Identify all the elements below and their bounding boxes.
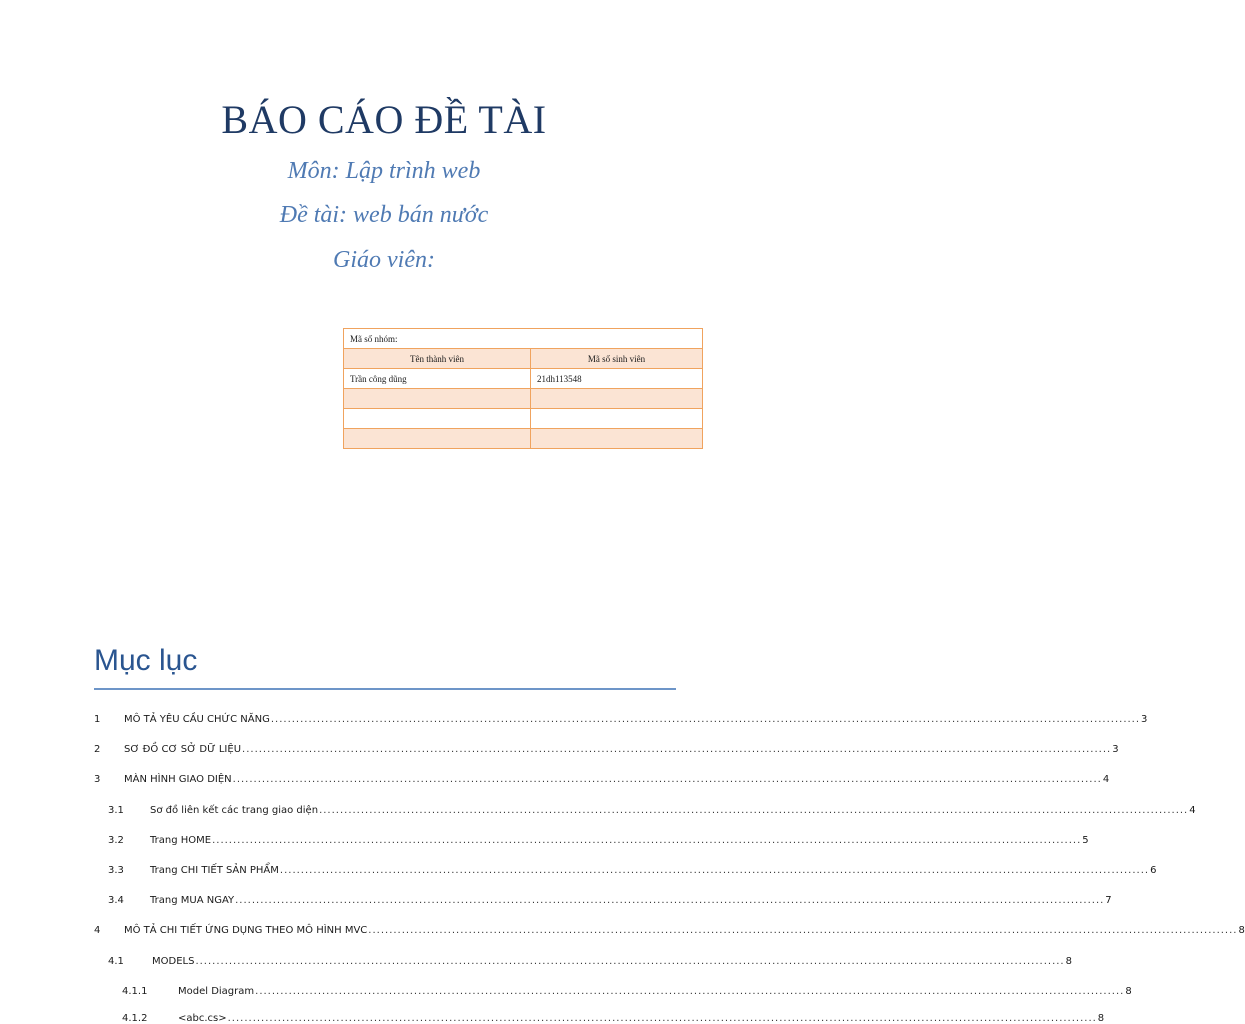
toc-leader-dots: ................................................................................................................................................................................................................ [279,865,1150,876]
toc-number: 3.3 [108,865,124,876]
toc-number: 3.4 [108,895,124,906]
toc-leader-dots: ................................................................................................................................................................................................................ [270,714,1141,725]
table-row [344,409,703,429]
toc-number: 4.1 [108,956,124,967]
table-row [344,389,703,409]
toc-entry-text: MÔ TẢ CHI TIẾT ỨNG DỤNG THEO MÔ HÌNH MVC [124,925,368,936]
student-id-cell: 21dh113548 [531,369,703,389]
toc-entry-3[interactable] [94,769,1110,785]
toc-number: 3.1 [108,805,124,816]
members-table [343,328,703,449]
toc-entry-text: Model Diagram [178,986,255,997]
members-header-row [344,349,703,369]
toc-entry-3-3[interactable] [108,860,1157,876]
toc-number: 1 [94,714,101,725]
document-title: BÁO CÁO ĐỀ TÀI [221,97,547,142]
toc-leader-dots: ................................................................................................................................................................................................................ [255,986,1125,997]
toc-number: 4.1.1 [122,986,148,997]
toc-page-number: 8 [1125,986,1132,997]
toc-page-number: 6 [1150,865,1157,876]
table-row [344,429,703,449]
toc-entry-text: MÀN HÌNH GIAO DIỆN [124,774,232,785]
toc-number: 3 [94,774,101,785]
teacher-line: Giáo viên: [333,247,435,273]
toc-leader-dots: ................................................................................................................................................................................................................ [227,1013,1097,1024]
student-id-cell [531,389,703,409]
toc-number: 4 [94,925,101,936]
member-name-cell [344,429,531,449]
toc-entry-text: MÔ TẢ YÊU CẦU CHỨC NĂNG [124,714,270,725]
toc-leader-dots: ................................................................................................................................................................................................................ [212,835,1082,846]
toc-leader-dots: ................................................................................................................................................................................................................ [232,774,1102,785]
toc-entry-4-1-2[interactable] [122,1008,1105,1024]
toc-entry-text: Trang MUA NGAY [150,895,235,906]
toc-leader-dots: ................................................................................................................................................................................................................ [242,744,1112,755]
toc-page-number: 8 [1065,956,1072,967]
student-id-cell [531,409,703,429]
toc-number: 2 [94,744,101,755]
toc-leader-dots: ................................................................................................................................................................................................................ [235,895,1105,906]
subject-line: Môn: Lập trình web [287,158,481,184]
toc-page-number: 3 [1112,744,1119,755]
toc-page-number: 5 [1082,835,1089,846]
toc-entry-1[interactable] [94,709,1148,725]
toc-entry-text: MODELS [152,956,195,967]
toc-leader-dots: ................................................................................................................................................................................................................ [195,956,1065,967]
toc-page-number: 7 [1105,895,1112,906]
toc-entry-2[interactable] [94,739,1119,755]
toc-entry-4-1-1[interactable] [122,981,1132,997]
toc-divider [94,688,676,690]
toc-entry-3-2[interactable] [108,830,1089,846]
toc-number: 4.1.2 [122,1013,148,1024]
toc-page-number: 4 [1189,805,1196,816]
toc-entry-3-1[interactable] [108,800,1196,816]
toc-entry-text: SƠ ĐỒ CƠ SỞ DỮ LIỆU [124,744,242,755]
group-row [344,329,703,349]
toc-entry-4[interactable] [94,920,1245,936]
toc-entry-4-1[interactable] [108,951,1072,967]
header-member-name: Tên thành viên [344,349,531,369]
toc-page-number: 3 [1141,714,1148,725]
toc-entry-text: Trang HOME [150,835,212,846]
student-id-cell [531,429,703,449]
toc-heading: Mục lục [94,644,198,677]
member-name-cell: Trần công dũng [344,369,531,389]
toc-entry-text: <abc.cs> [178,1013,227,1024]
toc-entry-text: Trang CHI TIẾT SẢN PHẨM [150,865,279,876]
toc-entry-3-4[interactable] [108,890,1112,906]
table-row [344,369,703,389]
member-name-cell [344,389,531,409]
toc-number: 3.2 [108,835,124,846]
toc-entry-text: Sơ đồ liên kết các trang giao diện [150,805,319,816]
header-student-id: Mã số sinh viên [531,349,703,369]
topic-line: Đề tài: web bán nước [279,202,489,228]
toc-page-number: 4 [1102,774,1110,785]
member-name-cell [344,409,531,429]
toc-page-number: 8 [1097,1013,1105,1024]
toc-leader-dots: ................................................................................................................................................................................................................ [368,925,1238,936]
toc-leader-dots: ................................................................................................................................................................................................................ [319,805,1189,816]
toc-page-number: 8 [1238,925,1245,936]
group-label: Mã số nhóm: [344,329,703,349]
